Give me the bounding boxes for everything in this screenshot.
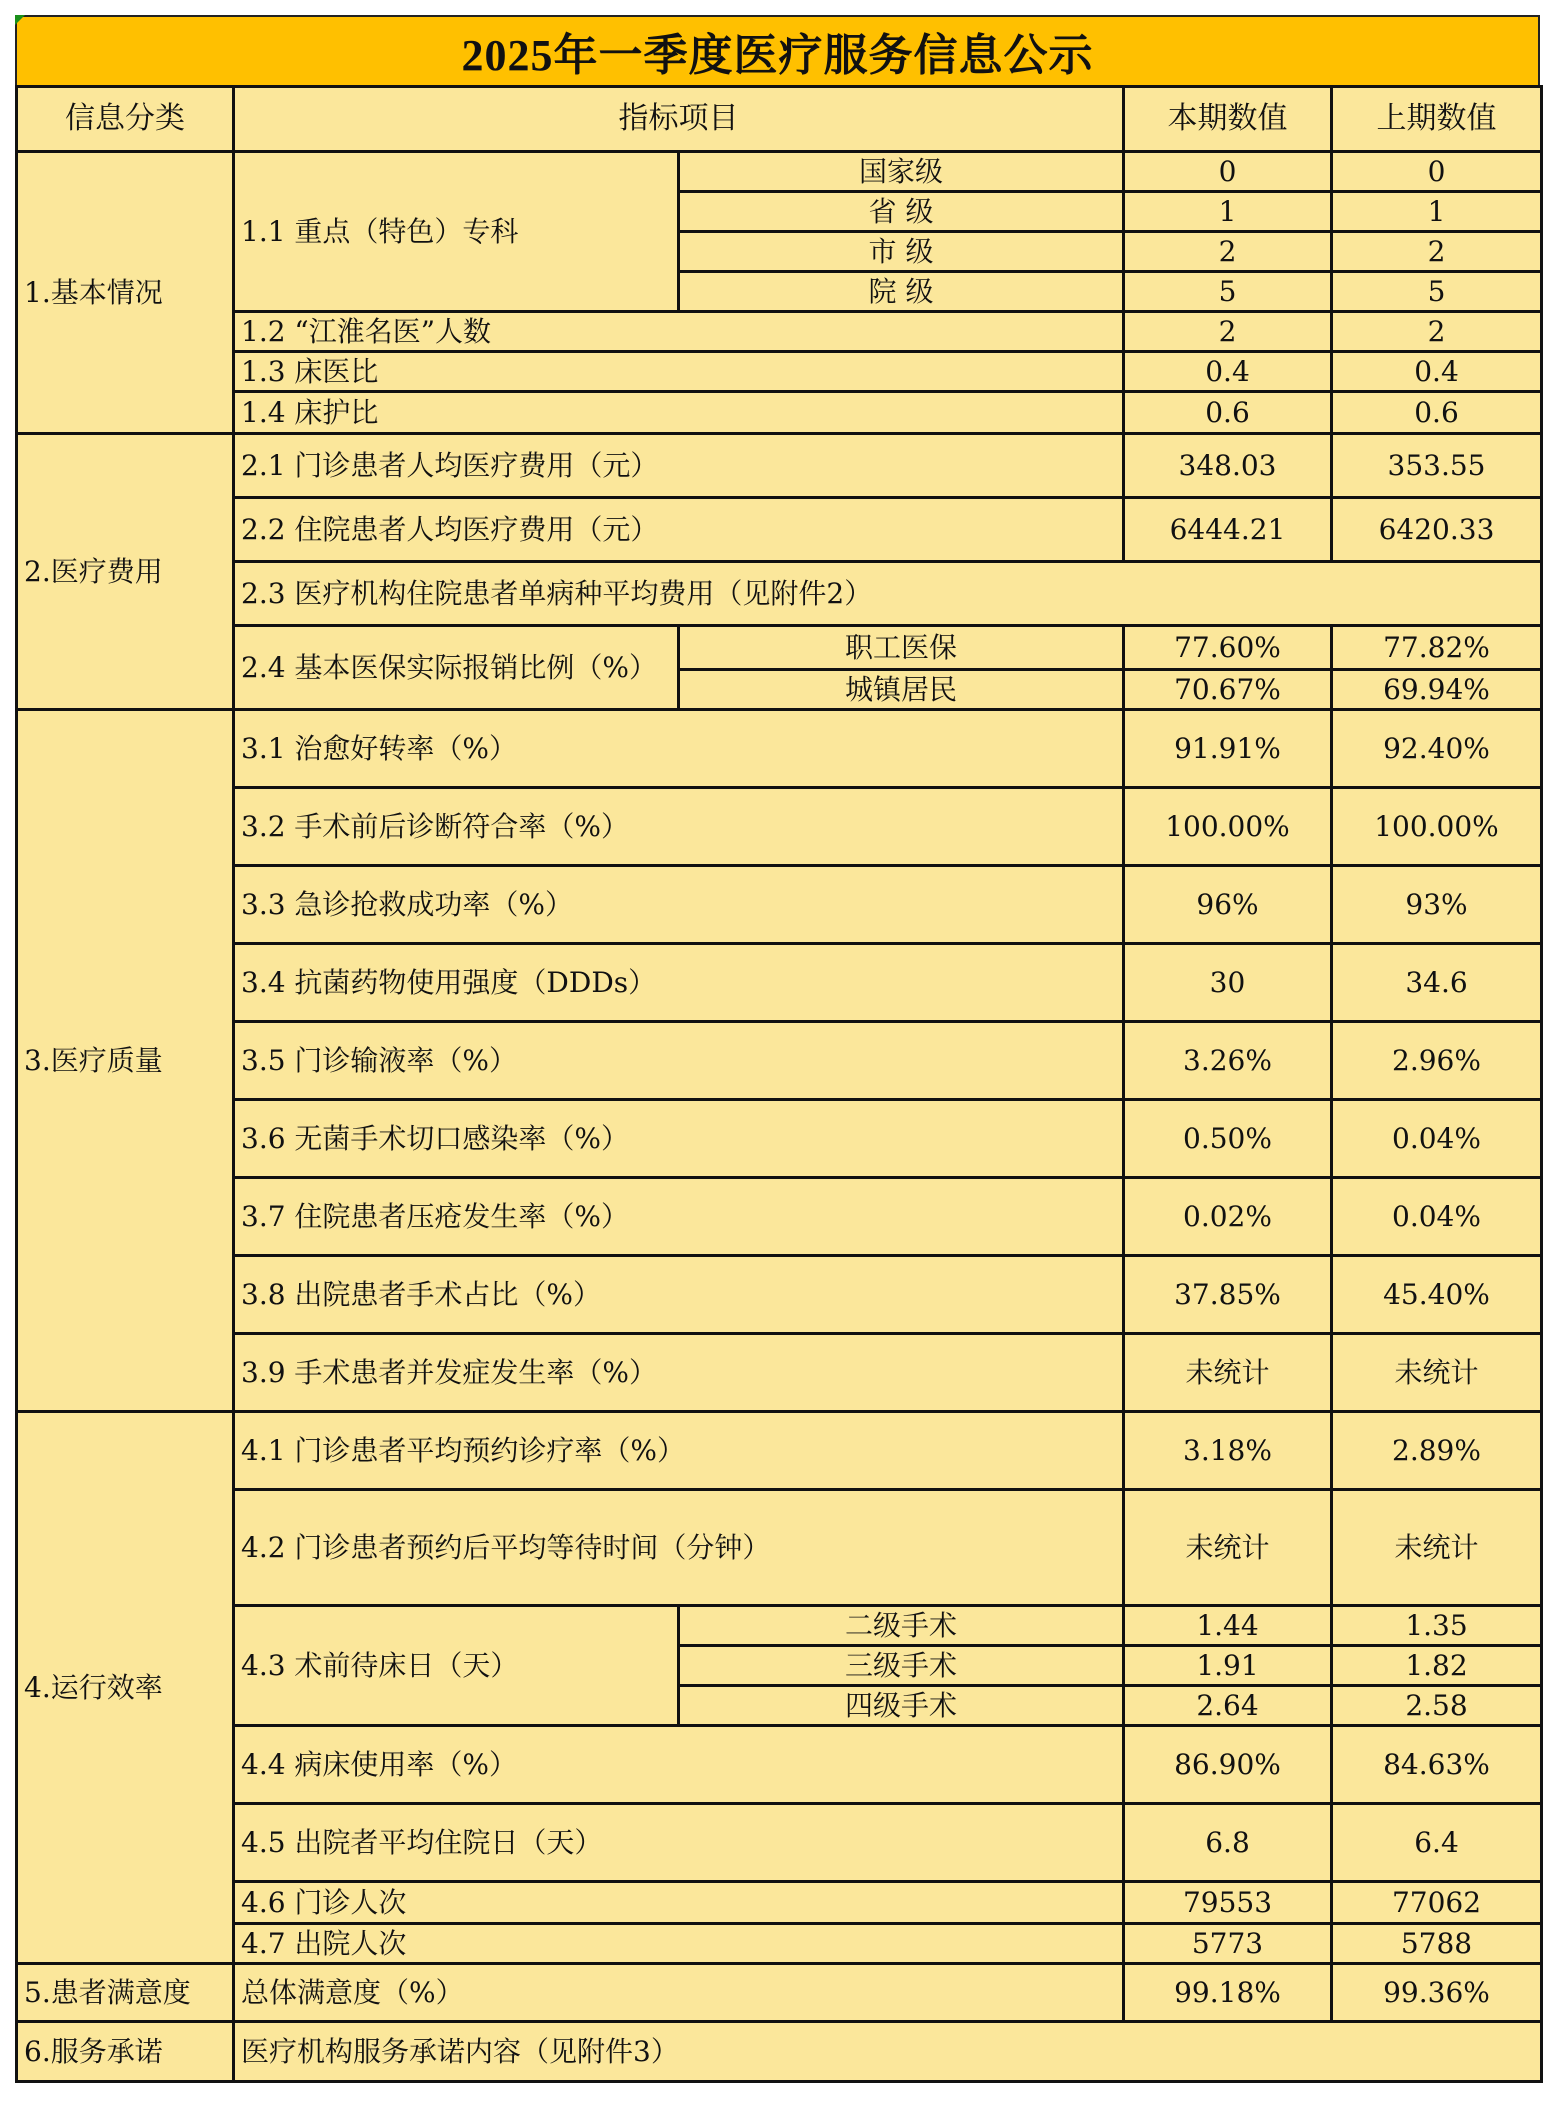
previous-value: 5 [1332,272,1542,312]
item-label: 4.4 病床使用率（%） [234,1726,1124,1804]
sheet-title: 2025年一季度医疗服务信息公示 [461,31,1094,80]
current-value: 3.18% [1124,1412,1332,1490]
current-value: 2 [1124,232,1332,272]
header-previous: 上期数值 [1332,87,1542,152]
item-label: 4.1 门诊患者平均预约诊疗率（%） [234,1412,1124,1490]
table-row [17,1256,1542,1334]
current-value: 5773 [1124,1924,1332,1964]
current-value: 91.91% [1124,710,1332,788]
previous-value: 未统计 [1332,1334,1542,1412]
previous-value: 2 [1332,312,1542,352]
item-label: 3.3 急诊抢救成功率（%） [234,866,1124,944]
previous-value: 6.4 [1332,1804,1542,1882]
item-label: 2.1 门诊患者人均医疗费用（元） [234,434,1124,498]
current-value: 5 [1124,272,1332,312]
table-row [17,1804,1542,1882]
previous-value: 6420.33 [1332,498,1542,562]
table-row [17,152,1542,192]
section-medical-costs: 2.医疗费用 [17,434,234,710]
previous-value: 0.04% [1332,1178,1542,1256]
previous-value: 2.58 [1332,1686,1542,1726]
sub-item: 城镇居民 [679,670,1124,710]
item-label: 4.6 门诊人次 [234,1882,1124,1924]
previous-value: 1.82 [1332,1646,1542,1686]
previous-value: 92.40% [1332,710,1542,788]
previous-value: 2 [1332,232,1542,272]
table-row [17,392,1542,434]
table-row [17,1334,1542,1412]
table-row [17,434,1542,498]
item-insurance-ratio: 2.4 基本医保实际报销比例（%） [234,626,679,710]
item-label: 4.7 出院人次 [234,1924,1124,1964]
current-value: 86.90% [1124,1726,1332,1804]
sub-item: 二级手术 [679,1606,1124,1646]
current-value: 30 [1124,944,1332,1022]
item-label: 3.2 手术前后诊断符合率（%） [234,788,1124,866]
item-label: 3.6 无菌手术切口感染率（%） [234,1100,1124,1178]
previous-value: 1 [1332,192,1542,232]
previous-value: 未统计 [1332,1490,1542,1606]
previous-value: 0.6 [1332,392,1542,434]
section-basic-info: 1.基本情况 [17,152,234,434]
current-value: 0.6 [1124,392,1332,434]
item-label: 4.2 门诊患者预约后平均等待时间（分钟） [234,1490,1124,1606]
item-label: 总体满意度（%） [234,1964,1124,2022]
item-key-specialties: 1.1 重点（特色）专科 [234,152,679,312]
table-row [17,710,1542,788]
header-category: 信息分类 [17,87,234,152]
current-value: 1.91 [1124,1646,1332,1686]
header-row [17,87,1542,152]
table-row [17,1606,1542,1646]
item-label: 1.3 床医比 [234,352,1124,392]
info-disclosure-sheet [15,15,1540,2083]
sub-item: 院 级 [679,272,1124,312]
previous-value: 2.89% [1332,1412,1542,1490]
table-row [17,352,1542,392]
table-row [17,866,1542,944]
table-row [17,626,1542,670]
item-label: 3.8 出院患者手术占比（%） [234,1256,1124,1334]
current-value: 6.8 [1124,1804,1332,1882]
previous-value: 69.94% [1332,670,1542,710]
current-value: 0.50% [1124,1100,1332,1178]
item-label: 1.4 床护比 [234,392,1124,434]
item-label: 4.5 出院者平均住院日（天） [234,1804,1124,1882]
table-row [17,1490,1542,1606]
previous-value: 1.35 [1332,1606,1542,1646]
previous-value: 34.6 [1332,944,1542,1022]
table-row [17,1178,1542,1256]
sub-item: 三级手术 [679,1646,1124,1686]
table-row [17,788,1542,866]
current-value: 0.02% [1124,1178,1332,1256]
previous-value: 77.82% [1332,626,1542,670]
previous-value: 45.40% [1332,1256,1542,1334]
current-value: 1 [1124,192,1332,232]
item-label: 3.7 住院患者压疮发生率（%） [234,1178,1124,1256]
current-value: 1.44 [1124,1606,1332,1646]
current-value: 77.60% [1124,626,1332,670]
previous-value: 100.00% [1332,788,1542,866]
previous-value: 99.36% [1332,1964,1542,2022]
section-service-commitment: 6.服务承诺 [17,2022,234,2082]
sub-item: 市 级 [679,232,1124,272]
previous-value: 5788 [1332,1924,1542,1964]
disclosure-table [15,85,1543,2083]
current-value: 3.26% [1124,1022,1332,1100]
current-value: 0.4 [1124,352,1332,392]
sub-item: 职工医保 [679,626,1124,670]
previous-value: 0.4 [1332,352,1542,392]
sub-item: 省 级 [679,192,1124,232]
sheet-title-bar [15,15,1540,85]
section-medical-quality: 3.医疗质量 [17,710,234,1412]
item-label: 2.2 住院患者人均医疗费用（元） [234,498,1124,562]
item-label: 3.9 手术患者并发症发生率（%） [234,1334,1124,1412]
header-item: 指标项目 [234,87,1124,152]
previous-value: 93% [1332,866,1542,944]
table-row [17,1882,1542,1924]
current-value: 100.00% [1124,788,1332,866]
current-value: 70.67% [1124,670,1332,710]
previous-value: 0.04% [1332,1100,1542,1178]
table-row [17,1100,1542,1178]
item-preop-bed-days: 4.3 术前待床日（天） [234,1606,679,1726]
previous-value: 77062 [1332,1882,1542,1924]
current-value: 79553 [1124,1882,1332,1924]
current-value: 未统计 [1124,1334,1332,1412]
table-row [17,1726,1542,1804]
current-value: 96% [1124,866,1332,944]
current-value: 2.64 [1124,1686,1332,1726]
item-label-attachment-3: 医疗机构服务承诺内容（见附件3） [234,2022,1542,2082]
item-label: 3.4 抗菌药物使用强度（DDDs） [234,944,1124,1022]
table-row [17,1964,1542,2022]
header-current: 本期数值 [1124,87,1332,152]
item-label: 3.5 门诊输液率（%） [234,1022,1124,1100]
current-value: 2 [1124,312,1332,352]
section-patient-satisfaction: 5.患者满意度 [17,1964,234,2022]
table-row [17,944,1542,1022]
current-value: 37.85% [1124,1256,1332,1334]
current-value: 99.18% [1124,1964,1332,2022]
table-row [17,312,1542,352]
cell-comment-marker [15,15,25,25]
current-value: 0 [1124,152,1332,192]
current-value: 未统计 [1124,1490,1332,1606]
table-row [17,1924,1542,1964]
previous-value: 84.63% [1332,1726,1542,1804]
item-label: 1.2 “江淮名医”人数 [234,312,1124,352]
item-label: 3.1 治愈好转率（%） [234,710,1124,788]
previous-value: 2.96% [1332,1022,1542,1100]
sub-item: 国家级 [679,152,1124,192]
sub-item: 四级手术 [679,1686,1124,1726]
previous-value: 353.55 [1332,434,1542,498]
table-row [17,1022,1542,1100]
item-label-attachment-2: 2.3 医疗机构住院患者单病种平均费用（见附件2） [234,562,1542,626]
current-value: 348.03 [1124,434,1332,498]
previous-value: 0 [1332,152,1542,192]
table-row [17,2022,1542,2082]
section-operating-efficiency: 4.运行效率 [17,1412,234,1964]
table-row [17,498,1542,562]
table-row [17,1412,1542,1490]
current-value: 6444.21 [1124,498,1332,562]
table-row [17,562,1542,626]
